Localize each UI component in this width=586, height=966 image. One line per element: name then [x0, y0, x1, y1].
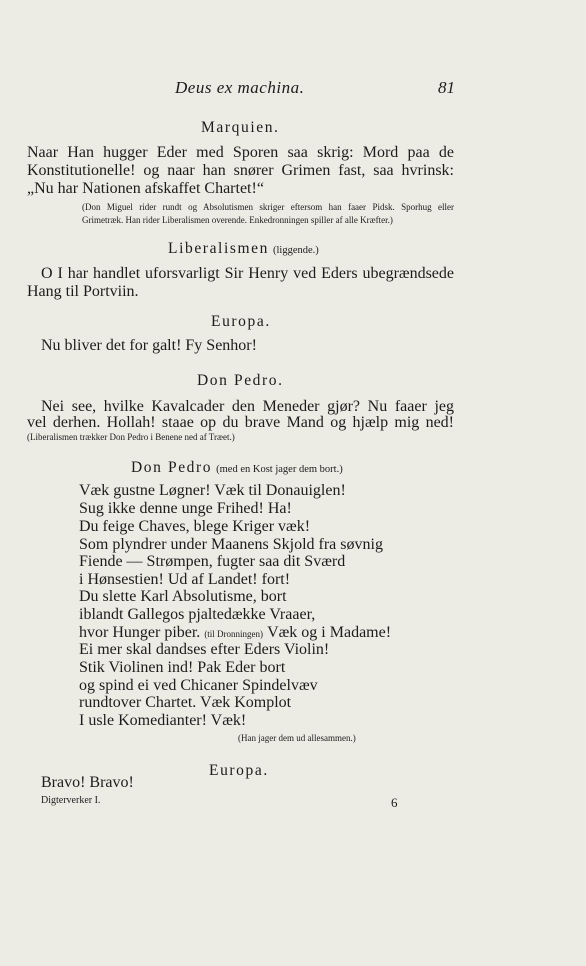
dialogue-line: Nu bliver det for galt! Fy Senhor! [41, 337, 257, 354]
verse-line: Sug ikke denne unge Frihed! Ha! [79, 500, 292, 517]
page-number: 81 [438, 78, 455, 97]
speaker-don-pedro-heading [131, 459, 343, 477]
dialogue-line: vel derhen. Hollah! staae op du brave Mand og hjælp mig ned! [27, 414, 454, 431]
dialogue-line: „Nu har Nationen afskaffet Chartet!“ [27, 180, 264, 197]
speaker-marquien: Marquien. [201, 119, 280, 136]
stage-direction: Grimetræk. Han rider Liberalismen overende. Enkedronningen spiller af alle Kræfter.) [82, 215, 393, 225]
verse-line: hvor Hunger piber. [79, 624, 201, 641]
dialogue-line: Bravo! Bravo! [41, 774, 134, 791]
verse-line: Ei mer skal dandses efter Eders Violin! [79, 641, 330, 658]
verse-line: Du slette Karl Absolutisme, bort [79, 588, 287, 605]
dialogue-line: Naar Han hugger Eder med Sporen saa skrig: Mord paa de [27, 144, 454, 161]
verse-line: rundtover Chartet. Væk Komplot [79, 694, 292, 711]
stage-direction: (Don Miguel rider rundt og Absolutismen skriger eftersom han faaer Pidsk. Sporhug eller [82, 202, 454, 212]
speaker-liberalismen-heading [168, 240, 319, 258]
running-header-title: Deus ex machina. [175, 78, 305, 97]
inline-stage-direction: (til Dronningen) [204, 629, 264, 639]
verse-line: i Hønsestien! Ud af Landet! fort! [79, 571, 291, 588]
verse-line: Væk gustne Løgner! Væk til Donauiglen! [79, 482, 346, 499]
verse-line-with-direction [79, 624, 391, 642]
verse-line: Stik Violinen ind! Pak Eder bort [79, 659, 286, 676]
verse-line: Som plyndrer under Maanens Skjold fra søvnig [79, 536, 383, 553]
signature-mark: Digterverker I. [41, 795, 101, 806]
speaker-liberalismen: Liberalismen [168, 240, 269, 257]
verse-line: I usle Komedianter! Væk! [79, 712, 247, 729]
speaker-direction: (med en Kost jager dem bort.) [216, 464, 343, 475]
stage-direction: (Liberalismen trækker Don Pedro i Benene ned af Træet.) [27, 432, 235, 442]
speaker-europa-2: Europa. [209, 762, 269, 779]
verse-line: Du feige Chaves, blege Kriger væk! [79, 518, 311, 535]
verse-line: og spind ei ved Chicaner Spindelvæv [79, 677, 318, 694]
verse-line: iblandt Gallegos pjaltedække Vraaer, [79, 606, 316, 623]
dialogue-line: O I har handlet uforsvarligt Sir Henry ved Eders ubegrændsede [41, 265, 454, 282]
sheet-number: 6 [391, 795, 398, 810]
dialogue-line: Hang til Portviin. [27, 283, 139, 300]
dialogue-line: Konstitutionelle! og naar han snører Grimen fast, saa hvrinsk: [27, 162, 454, 179]
dialogue-line: Nei see, hvilke Kavalcader den Meneder gjør? Nu faaer jeg [41, 398, 454, 415]
speaker-direction: (liggende.) [272, 245, 319, 256]
verse-line: Fiende — Strømpen, fugter saa dit Sværd [79, 553, 346, 570]
speaker-don-pedro-2: Don Pedro [131, 459, 213, 476]
verse-line-tail: Væk og i Madame! [267, 624, 392, 641]
speaker-europa: Europa. [211, 313, 271, 330]
speaker-don-pedro: Don Pedro. [197, 372, 284, 389]
stage-direction: (Han jager dem ud allesammen.) [238, 733, 356, 743]
